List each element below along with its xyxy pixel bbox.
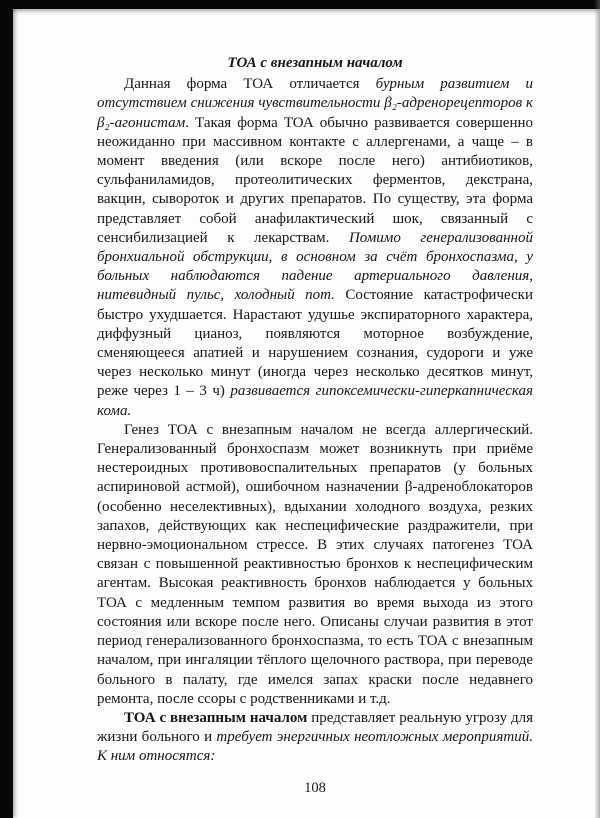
p3-italic-2: К ним относятся: [97, 748, 216, 765]
scan-edge-left [0, 0, 13, 818]
p3-bold-1: ТОА с внезапным началом [124, 709, 308, 726]
scan-edge-right [594, 0, 600, 818]
page-text-block [97, 54, 533, 767]
p3-normal-1: представляет реальную угрозу для жизни больного и [97, 709, 533, 746]
p1-italic-3: развивается гипоксемически-гиперкапническая кома. [97, 383, 533, 419]
paragraph-2 [97, 421, 533, 709]
p1-normal-2: . Такая форма ТОА обычно развивается совершенно неожиданно при массивном контакте с аллергенами, а чаще – в момент введения (или вскоре после него) антибиотиков, сульфаниламидов, протеолитических ферментов, декстрана, вакцин, сывороток и других препаратов. По существу, эта форма представляет собой анафилактический шок, связанный с сенсибилизацией к лекарствам. [97, 114, 533, 246]
paragraph-1 [97, 75, 533, 421]
page-number: 108 [304, 780, 326, 796]
paragraph-3 [97, 709, 533, 767]
p1-italic-2: Помимо генерализованной бронхиальной обструкции, в основном за счёт бронхоспазма, у больных наблюдаются падение артериального давления, нитевидный пульс, холодный пот. [97, 229, 533, 304]
p1-normal-1: Данная форма ТОА отличается [124, 76, 376, 93]
p2-text: Генез ТОА с внезапным началом не всегда аллергический. Генерализованный бронхоспазм может возникнуть при приёме нестероидных противовоспалительных препаратов (у больных аспириновой астмой), ошибочном назначении β-адреноблокаторов (особенно неселективных), вдыхании холодного воздуха, резких запахов, действующих как неспецифические раздражители, при нервно-эмоциональном стрессе. В этих случаях патогенез ТОА связан с повышенной реактивностью бронхов к неспецифическим агентам. Высокая реактивность бронхов наблюдается у больных ТОА с медленным темпом развития во время выхода из этого состояния или вскоре после него. Описаны случаи развития в этот период генерализованного бронхоспазма, то есть ТОА с внезапным началом, при ингаляции тёплого щелочного раствора, при переводе больного в палату, где имелся запах краски после недавнего ремонта, после ссоры с родственниками и т.д. [97, 421, 533, 707]
p1-italic-1: бурным развитием и отсутствием снижения чувствительности β₂-адренорецепторов к β₂-агонистам [97, 76, 533, 131]
p1-normal-3: Состояние катастрофически быстро ухудшается. Нарастают удушье экспираторного характера, диффузный цианоз, появляются моторное возбуждение, сменяющееся апатией и нарушением сознания, судороги и уже через несколько минут (иногда через несколько десятков минут, реже через 1 – 3 ч) [97, 287, 533, 400]
section-title: ТОА с внезапным началом [227, 55, 403, 71]
p3-italic-1: требует энергичных неотложных мероприятий. [216, 729, 533, 746]
scan-edge-top [0, 0, 600, 9]
